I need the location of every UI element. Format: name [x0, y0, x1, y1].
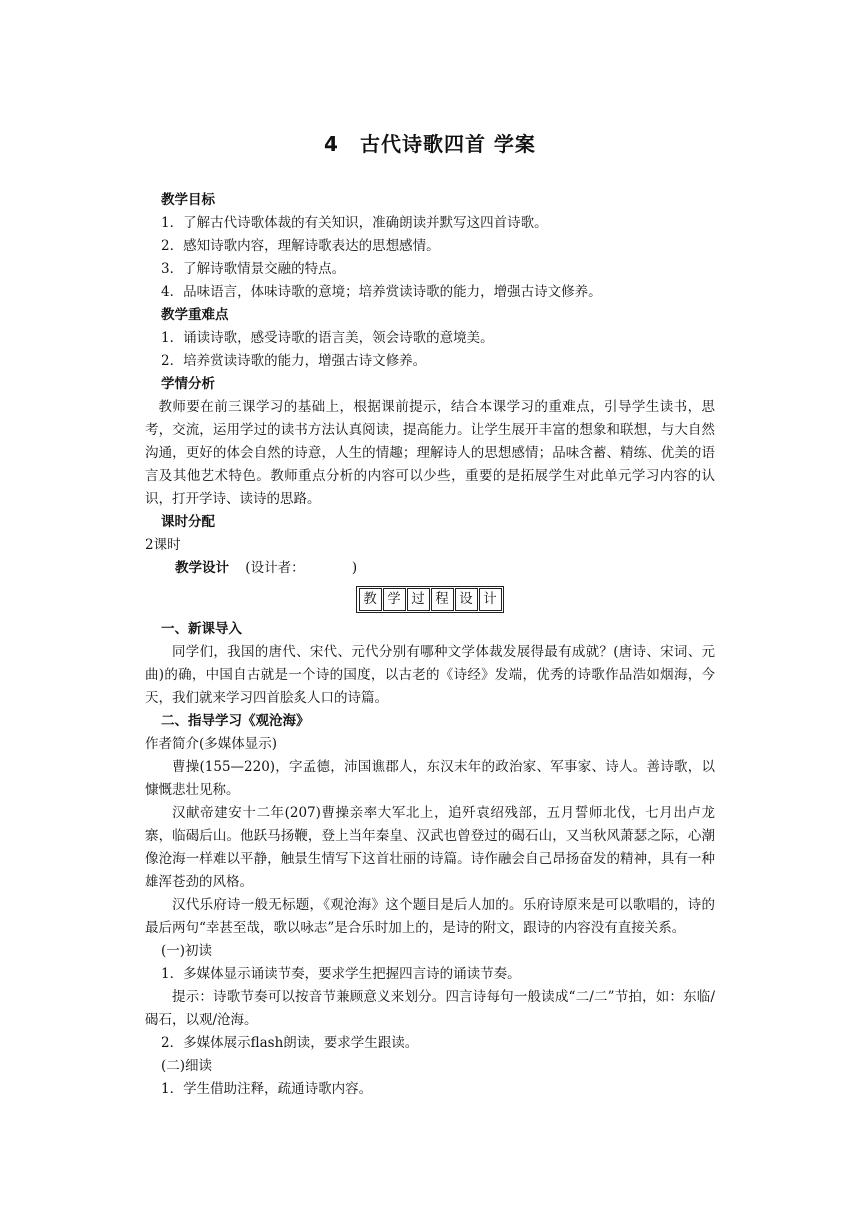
background-paragraph: 汉献帝建安十二年(207)曹操亲率大军北上，追歼袁绍残部，五月誓师北伐，七月出卢龙寨，临碣后山。他跃马扬鞭，登上当年秦皇、汉武也曾登过的碣石山，又当秋风萧瑟之际，心潮像沧海一样难以平静，触景生情写下这首壮丽的诗篇。诗作融会自己昂扬奋发的精神，具有一种雄浑苍劲的风格。 [145, 805, 715, 890]
process-char-box: 过 [407, 588, 430, 611]
goal-item: 1．了解古代诗歌体裁的有关知识，准确朗读并默写这四首诗歌。 [161, 215, 548, 231]
periods-heading: 课时分配 [161, 514, 215, 530]
process-char-box: 程 [431, 588, 454, 611]
process-char-box: 设 [455, 588, 478, 611]
analysis-paragraph: 教师要在前三课学习的基础上，根据课前提示，结合本课学习的重难点，引导学生读书，思考，交流，运用学过的读书方法认真阅读，提高能力。让学生展开丰富的想象和联想，与大自然沟通，更好的体会自然的诗意，人生的情趣；理解诗人的思想感情；品味含蓄、精练、优美的语言及其他艺术特色。教师重点分析的内容可以少些，重要的是拓展学生对此单元学习内容的认识，打开学诗、读诗的思路。 [145, 399, 715, 507]
read1-label: (一)初读 [161, 943, 213, 959]
author-paragraph: 曹操(155—220)，字孟德，沛国谯郡人，东汉末年的政治家、军事家、诗人。善诗歌，以慷慨悲壮见称。 [145, 759, 715, 798]
keypoint-item: 1．诵读诗歌，感受诗歌的语言美，领会诗歌的意境美。 [161, 330, 494, 346]
read1-tip: 提示：诗歌节奏可以按音节兼顾意义来划分。四言诗每句一般读成“二/二”节拍，如：东临/碣石，以观/沧海。 [145, 989, 715, 1028]
read2-label: (二)细读 [161, 1058, 213, 1074]
process-box-frame [356, 586, 504, 613]
design-label: 教学设计 [175, 560, 229, 576]
goal-item: 2．感知诗歌内容，理解诗歌表达的思想感情。 [161, 238, 440, 254]
process-char-box: 学 [383, 588, 406, 611]
keypoint-item: 2．培养赏读诗歌的能力，增强古诗文修养。 [161, 353, 427, 369]
part2-heading: 二、指导学习《观沧海》 [161, 713, 310, 729]
process-char-box: 计 [479, 588, 502, 611]
goal-item: 3．了解诗歌情景交融的特点。 [161, 261, 346, 277]
page-title: 4 古代诗歌四首 学案 [324, 132, 536, 156]
part1-paragraph: 同学们，我国的唐代、宋代、元代分别有哪种文学体裁发展得最有成就？(唐诗、宋词、元曲)的确，中国自古就是一个诗的国度，以古老的《诗经》发端，优秀的诗歌作品浩如烟海，今天，我们就来学习四首脍炙人口的诗篇。 [145, 644, 715, 706]
read2-item: 1．学生借助注释，疏通诗歌内容。 [161, 1081, 373, 1097]
design-row [145, 557, 715, 580]
process-title-boxes [145, 586, 715, 614]
process-char-box: 教 [359, 588, 382, 611]
yuefu-paragraph: 汉代乐府诗一般无标题，《观沧海》这个题目是后人加的。乐府诗原来是可以歌唱的，诗的最后两句“幸甚至哉，歌以咏志”是合乐时加上的，是诗的附文，跟诗的内容没有直接关系。 [145, 897, 715, 936]
keypoints-heading: 教学重难点 [161, 307, 229, 323]
part1-heading: 一、新课导入 [161, 621, 242, 637]
periods-value: 2课时 [145, 537, 181, 553]
author-label: 作者简介(多媒体显示) [145, 736, 278, 752]
analysis-heading: 学情分析 [161, 376, 215, 392]
read1-item: 1．多媒体显示诵读节奏，要求学生把握四言诗的诵读节奏。 [161, 966, 521, 982]
goal-item: 4．品味语言，体味诗歌的意境；培养赏读诗歌的能力，增强古诗文修养。 [161, 284, 602, 300]
designer-field: (设计者： ) [245, 560, 358, 576]
goals-heading: 教学目标 [161, 192, 215, 208]
read1-item: 2．多媒体展示flash朗读，要求学生跟读。 [161, 1035, 419, 1051]
document-page [145, 128, 715, 1101]
